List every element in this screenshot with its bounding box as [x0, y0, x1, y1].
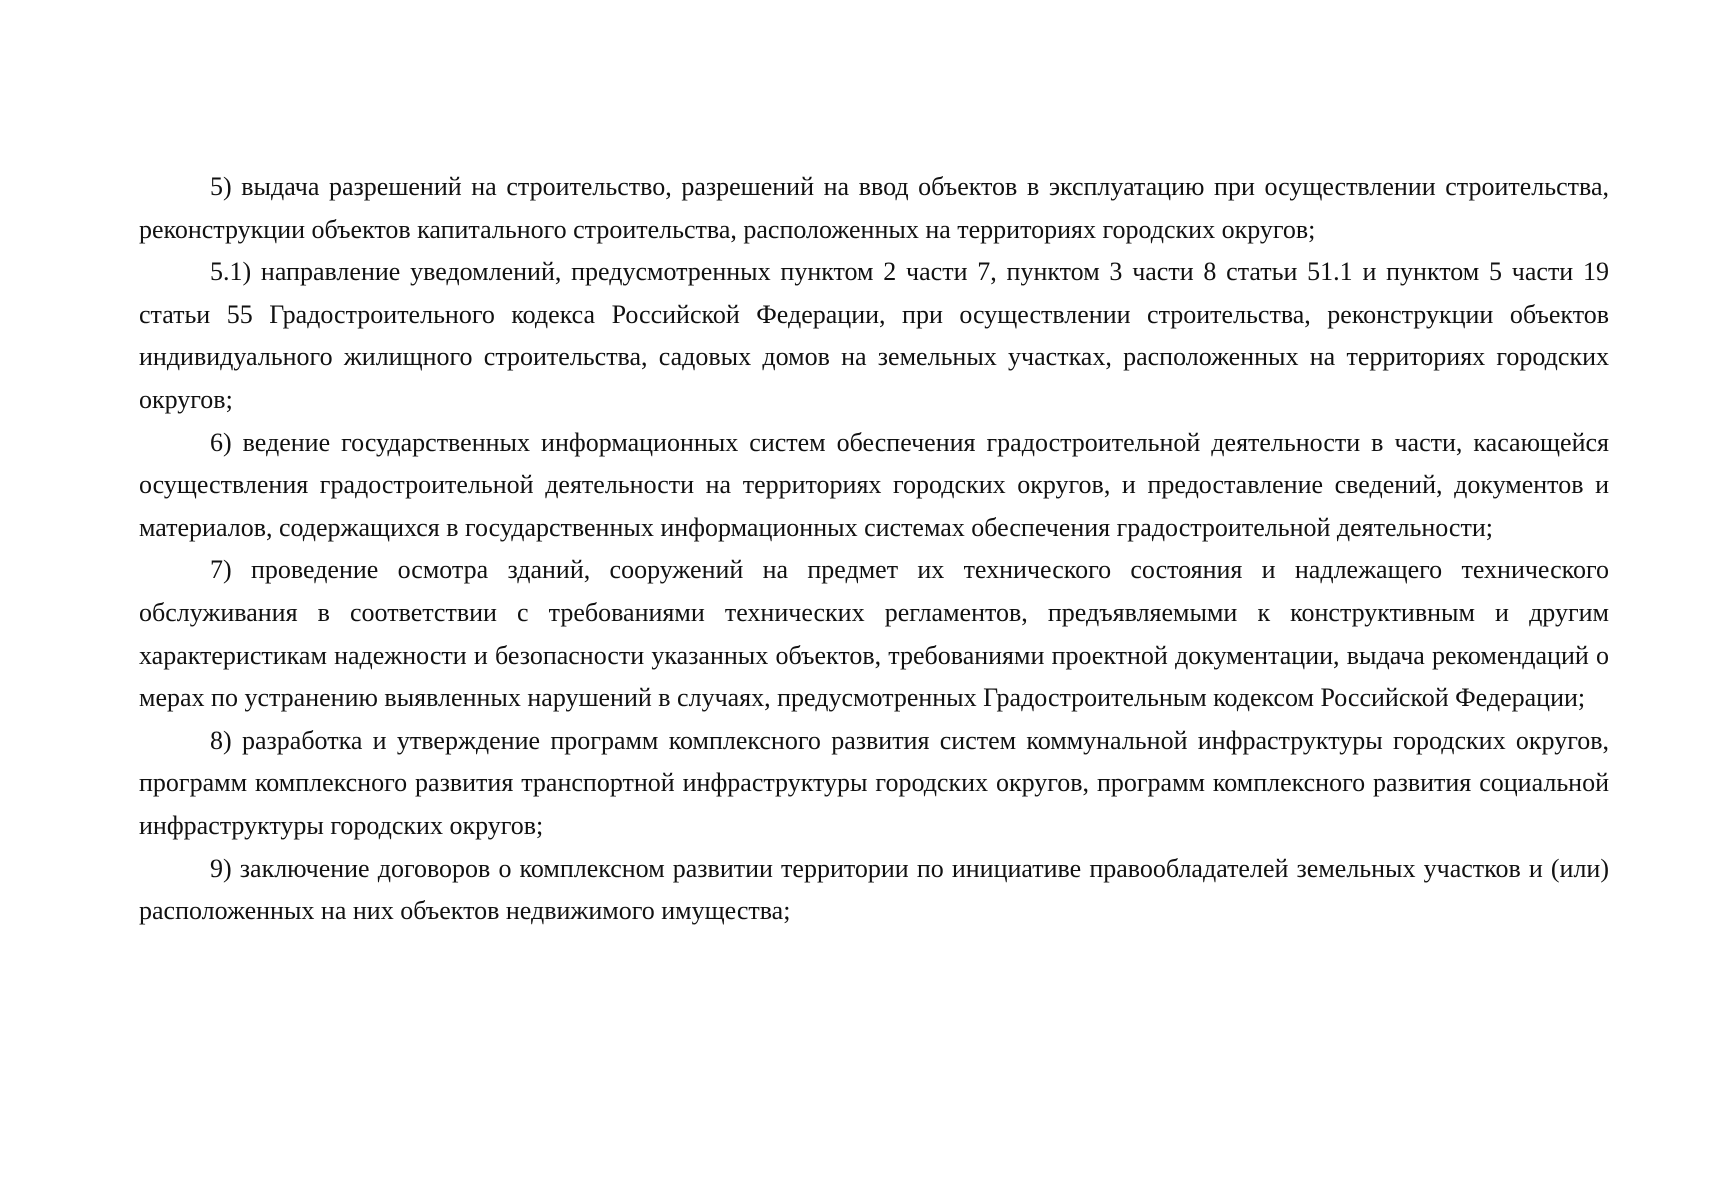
paragraph-item-5-1: 5.1) направление уведомлений, предусмотренных пунктом 2 части 7, пунктом 3 части 8 статьи 51.1 и пунктом 5 части 19 статьи 55 Градостроительного кодекса Российской Федерации, при осуществлении строительства, реконструкции объектов индивидуального жилищного строительства, садовых домов на земельных участках, расположенных на территориях городских округов;: [139, 257, 1609, 414]
paragraph-item-8: 8) разработка и утверждение программ комплексного развития систем коммунальной инфраструктуры городских округов, программ комплексного развития транспортной инфраструктуры городских округов, программ комплексного развития социальной инфраструктуры городских округов;: [139, 725, 1609, 840]
paragraph-item-7: 7) проведение осмотра зданий, сооружений на предмет их технического состояния и надлежащего технического обслуживания в соответствии с требованиями технических регламентов, предъявляемыми к конструктивным и другим характеристикам надежности и безопасности указанных объектов, требованиями проектной документации, выдача рекомендаций о мерах по устранению выявленных нарушений в случаях, предусмотренных Градостроительным кодексом Российской Федерации;: [139, 555, 1609, 713]
paragraph-item-6: 6) ведение государственных информационных систем обеспечения градостроительной деятельности в части, касающейся осуществления градостроительной деятельности на территориях городских округов, и предоставление сведений, документов и материалов, содержащихся в государственных информационных системах обеспечения градостроительной деятельности;: [139, 427, 1609, 542]
paragraph-item-9: 9) заключение договоров о комплексном развитии территории по инициативе правообладателей земельных участков и (или) расположенных на них объектов недвижимого имущества;: [139, 853, 1609, 926]
paragraph-item-5: 5) выдача разрешений на строительство, разрешений на ввод объектов в эксплуатацию при осуществлении строительства, реконструкции объектов капитального строительства, расположенных на территориях городских округов;: [139, 172, 1609, 244]
document-page: [139, 166, 1609, 933]
